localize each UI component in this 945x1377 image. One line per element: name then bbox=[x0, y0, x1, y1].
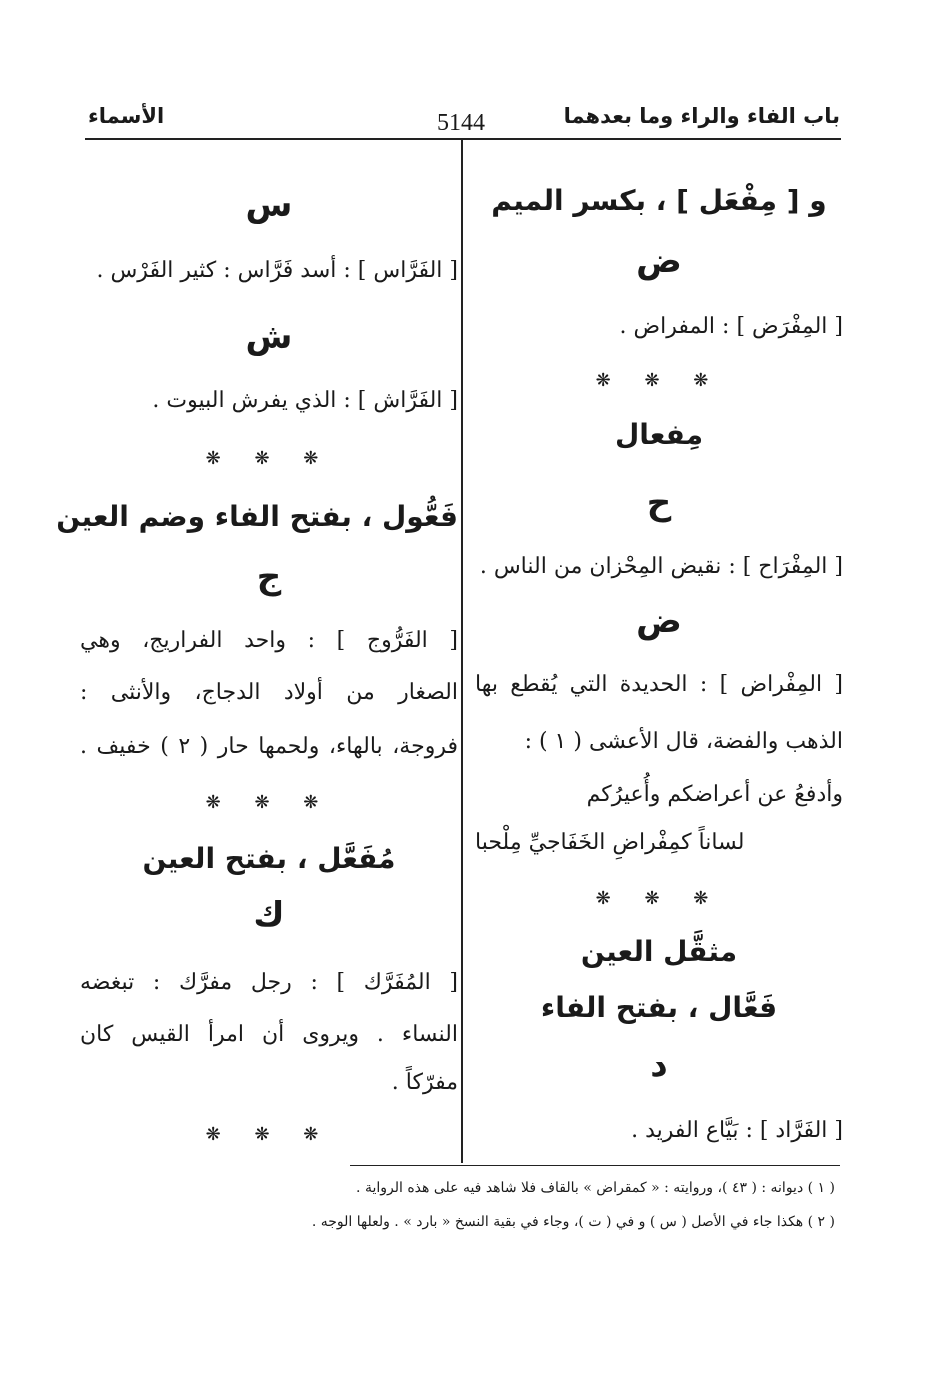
footnote: ( ٢ ) هكذا جاء في الأصل ( س ) و في ( ت )، وجاء في بقية النسخ « بارد » . ولعلها الوجه . bbox=[311, 1214, 835, 1230]
header-rule bbox=[85, 138, 841, 140]
letter-heading: س bbox=[245, 185, 293, 225]
letter-heading: ش bbox=[245, 317, 293, 357]
section-separator: ❋ ❋ ❋ bbox=[595, 888, 723, 909]
entry-text: فروجة، بالهاء، ولحمها حار ( ٢ ) خفيف . bbox=[80, 734, 458, 759]
entry-text: [ الفَرَّاس ] : أسد فَرَّاس : كثير الفَرْس . bbox=[96, 258, 458, 283]
entry-text: الصغار من أولاد الدجاج، والأنثى : bbox=[80, 680, 458, 705]
entry-text: مفرّكاً . bbox=[391, 1070, 458, 1095]
letter-heading: ض bbox=[636, 601, 682, 641]
section-separator: ❋ ❋ ❋ bbox=[205, 792, 333, 813]
letter-heading: ض bbox=[636, 241, 682, 281]
pattern-heading: فَعُّول ، بفتح الفاء وضم العين bbox=[56, 500, 458, 533]
column-divider bbox=[461, 140, 463, 1163]
section-title: الأسماء bbox=[88, 104, 165, 128]
letter-heading: ح bbox=[646, 483, 672, 523]
entry-text: النساء . ويروى أن امرأ القيس كان bbox=[80, 1022, 458, 1047]
section-separator: ❋ ❋ ❋ bbox=[595, 370, 723, 391]
pattern-heading: مثقَّل العين bbox=[580, 935, 738, 968]
entry-text: [ الفَرَّاش ] : الذي يفرش البيوت . bbox=[152, 388, 458, 413]
entry-text: [ المِفْرَض ] : المفراض . bbox=[619, 314, 843, 339]
page-number: 5144 bbox=[437, 110, 485, 136]
entry-text: [ المِفْراض ] : الحديدة التي يُقطع بها bbox=[475, 672, 843, 697]
chapter-title: باب الفاء والراء وما بعدهما bbox=[563, 104, 840, 128]
letter-heading: د bbox=[650, 1045, 668, 1085]
pattern-heading: فَعَّال ، بفتح الفاء bbox=[540, 991, 778, 1024]
pattern-heading: مُفَعَّل ، بفتح العين bbox=[142, 842, 396, 875]
footnote: ( ١ ) ديوانه : ( ٤٣ )، وروايته : « كمقراض » بالقاف فلا شاهد فيه على هذه الرواية . bbox=[356, 1180, 835, 1196]
entry-text: الذهب والفضة، قال الأعشى ( ١ ) : bbox=[524, 729, 843, 754]
section-separator: ❋ ❋ ❋ bbox=[205, 448, 333, 469]
poem-verse: لساناً كمِفْراضِ الخَفَاجيِّ مِلْحبا bbox=[475, 830, 745, 855]
footnote-rule bbox=[350, 1165, 840, 1166]
entry-text: [ المِفْرَاح ] : نقيض المِحْزان من الناس . bbox=[479, 554, 843, 579]
entry-text: [ الفَرُّوج ] : واحد الفراريج، وهي bbox=[80, 628, 458, 653]
entry-text: [ الفَرَّاد ] : بَيَّاع الفريد . bbox=[631, 1118, 843, 1143]
section-separator: ❋ ❋ ❋ bbox=[205, 1124, 333, 1145]
letter-heading: ج bbox=[256, 557, 282, 597]
poem-verse: وأدفعُ عن أعراضكم وأُعيرُكم bbox=[586, 782, 843, 807]
pattern-heading: مِفعال bbox=[614, 418, 704, 451]
entry-text: [ المُفَرَّك ] : رجل مفرَّك : تبغضه bbox=[80, 970, 458, 995]
letter-heading: ك bbox=[253, 895, 285, 935]
pattern-heading: و [ مِفْعَل ] ، بكسر الميم bbox=[491, 184, 827, 217]
